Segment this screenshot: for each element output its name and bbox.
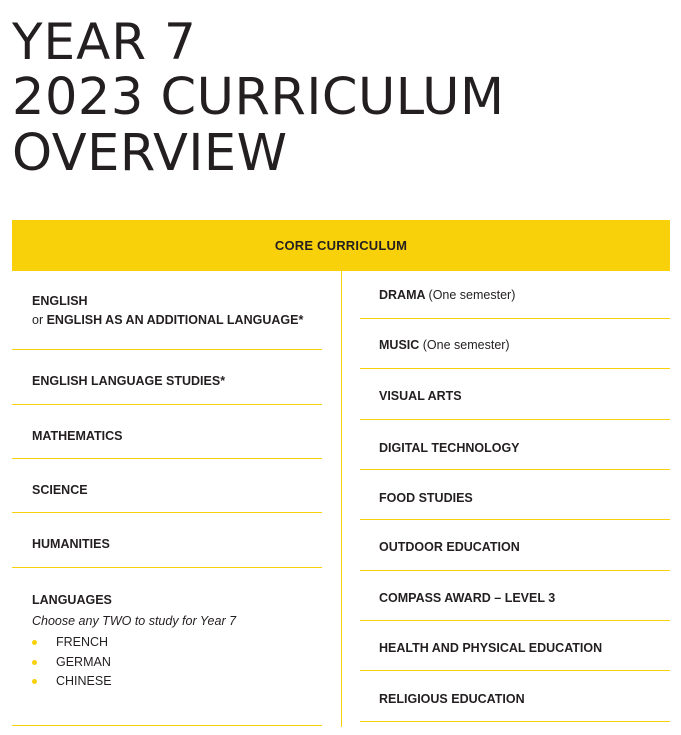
bullet-icon	[32, 660, 37, 665]
list-item	[32, 633, 112, 653]
science-label: SCIENCE	[32, 483, 88, 497]
humanities-label: HUMANITIES	[32, 537, 110, 551]
subject-humanities	[12, 513, 322, 568]
or-text: or	[32, 313, 47, 327]
religious-education-label: RELIGIOUS EDUCATION	[379, 692, 525, 706]
left-column	[12, 271, 322, 726]
health-pe-label: HEALTH AND PHYSICAL EDUCATION	[379, 641, 603, 655]
subject-science	[12, 459, 322, 513]
subject-health-pe	[360, 621, 670, 671]
bullet-icon	[32, 679, 37, 684]
list-item	[32, 672, 112, 692]
title-curriculum: 2023 CURRICULUM	[12, 68, 505, 127]
food-studies-label: FOOD STUDIES	[379, 491, 473, 505]
title-year: YEAR 7	[12, 13, 197, 71]
eal-line	[32, 313, 303, 327]
core-curriculum-banner	[12, 220, 670, 271]
title-overview: OVERVIEW	[12, 124, 288, 183]
subject-languages	[12, 568, 322, 726]
page-title	[12, 14, 505, 182]
subject-food-studies	[360, 470, 670, 520]
column-divider	[341, 271, 342, 727]
subject-drama	[360, 271, 670, 319]
maths-label: MATHEMATICS	[32, 429, 123, 443]
subject-music	[360, 319, 670, 369]
languages-label: LANGUAGES	[32, 593, 112, 607]
subject-visual-arts	[360, 369, 670, 420]
subject-english	[12, 271, 322, 350]
subject-compass-award	[360, 571, 670, 621]
bullet-icon	[32, 640, 37, 645]
drama-note: (One semester)	[428, 288, 516, 302]
right-column	[360, 271, 670, 722]
subject-maths	[12, 405, 322, 459]
music-line	[379, 338, 510, 352]
language-option: CHINESE	[56, 674, 112, 688]
subject-digital-technology	[360, 420, 670, 470]
drama-line	[379, 288, 515, 302]
subject-outdoor-education	[360, 520, 670, 571]
english-label: ENGLISH	[32, 294, 88, 308]
subject-religious-education	[360, 671, 670, 722]
outdoor-education-label: OUTDOOR EDUCATION	[379, 540, 520, 554]
language-option: GERMAN	[56, 654, 111, 669]
eal-label: ENGLISH AS AN ADDITIONAL LANGUAGE*	[46, 313, 304, 327]
music-note: (One semester)	[422, 338, 510, 352]
els-label: ENGLISH LANGUAGE STUDIES*	[32, 374, 226, 388]
language-option: FRENCH	[56, 635, 109, 649]
music-label: MUSIC	[379, 338, 420, 352]
list-item	[32, 653, 112, 673]
banner-label: CORE CURRICULUM	[274, 238, 408, 253]
digital-technology-label: DIGITAL TECHNOLOGY	[379, 441, 520, 455]
subject-els	[12, 350, 322, 405]
drama-label: DRAMA	[379, 288, 426, 302]
languages-note: Choose any TWO to study for Year 7	[32, 614, 237, 628]
compass-award-label: COMPASS AWARD – LEVEL 3	[379, 591, 556, 605]
visual-arts-label: VISUAL ARTS	[379, 389, 462, 403]
language-options-list	[32, 633, 112, 692]
